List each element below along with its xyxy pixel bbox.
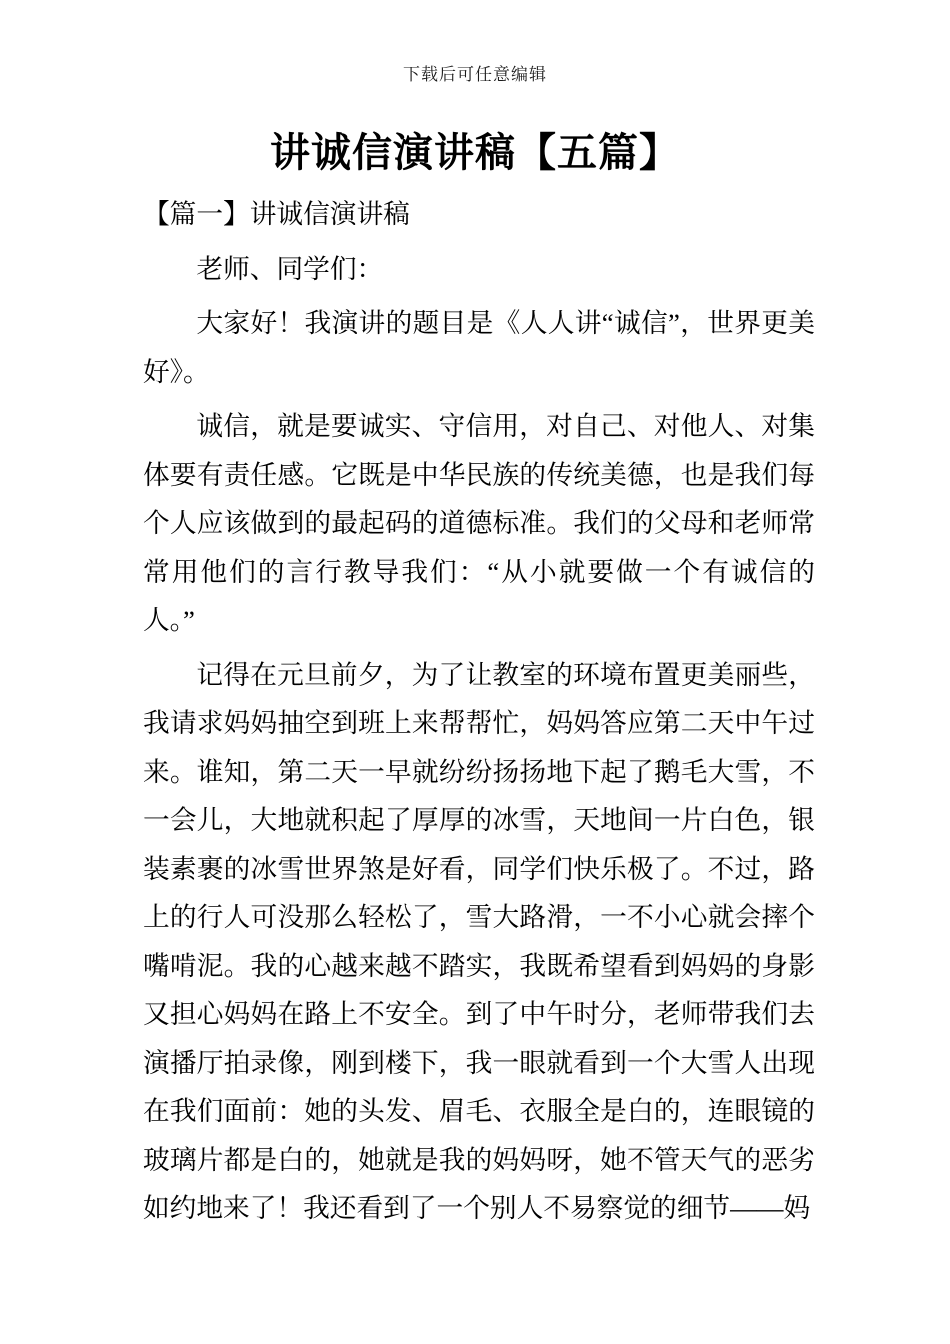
paragraph: 记得在元旦前夕，为了让教室的环境布置更美丽些，我请求妈妈抽空到班上来帮帮忙，妈妈答应第二天中午过来。谁知，第二天一早就纷纷扬扬地下起了鹅毛大雪，不一会儿，大地就积起了厚厚的冰雪，天地间一片白色，银装素裹的冰雪世界煞是好看，同学们快乐极了。不过，路上的行人可没那么轻松了，雪大路滑，一不小心就会摔个嘴啃泥。我的心越来越不踏实，我既希望看到妈妈的身影又担心妈妈在路上不安全。到了中午时分，老师带我们去演播厅拍录像，刚到楼下，我一眼就看到一个大雪人出现在我们面前：她的头发、眉毛、衣服全是白的，连眼镜的玻璃片都是白的，她就是我的妈妈呀，她不管天气的恶劣如约地来了！我还看到了一个别人不易察觉的细节——妈 [143,659,815,1223]
edit-permission-watermark: 下载后可任意编辑 [403,65,547,84]
paragraph: 诚信，就是要诚实、守信用，对自己、对他人、对集体要有责任感。它既是中华民族的传统美德，也是我们每个人应该做到的最起码的道德标准。我们的父母和老师常常用他们的言行教导我们：“从小就要做一个有诚信的人。” [143,411,815,635]
document-title: 讲诚信演讲稿【五篇】 [270,131,680,175]
section-label: 【篇一】讲诚信演讲稿 [143,199,410,229]
document-body [143,190,815,1233]
salutation-line: 老师、同学们： [196,253,384,284]
paragraph: 大家好！我演讲的题目是《人人讲“诚信”，世界更美好》。 [143,308,815,387]
